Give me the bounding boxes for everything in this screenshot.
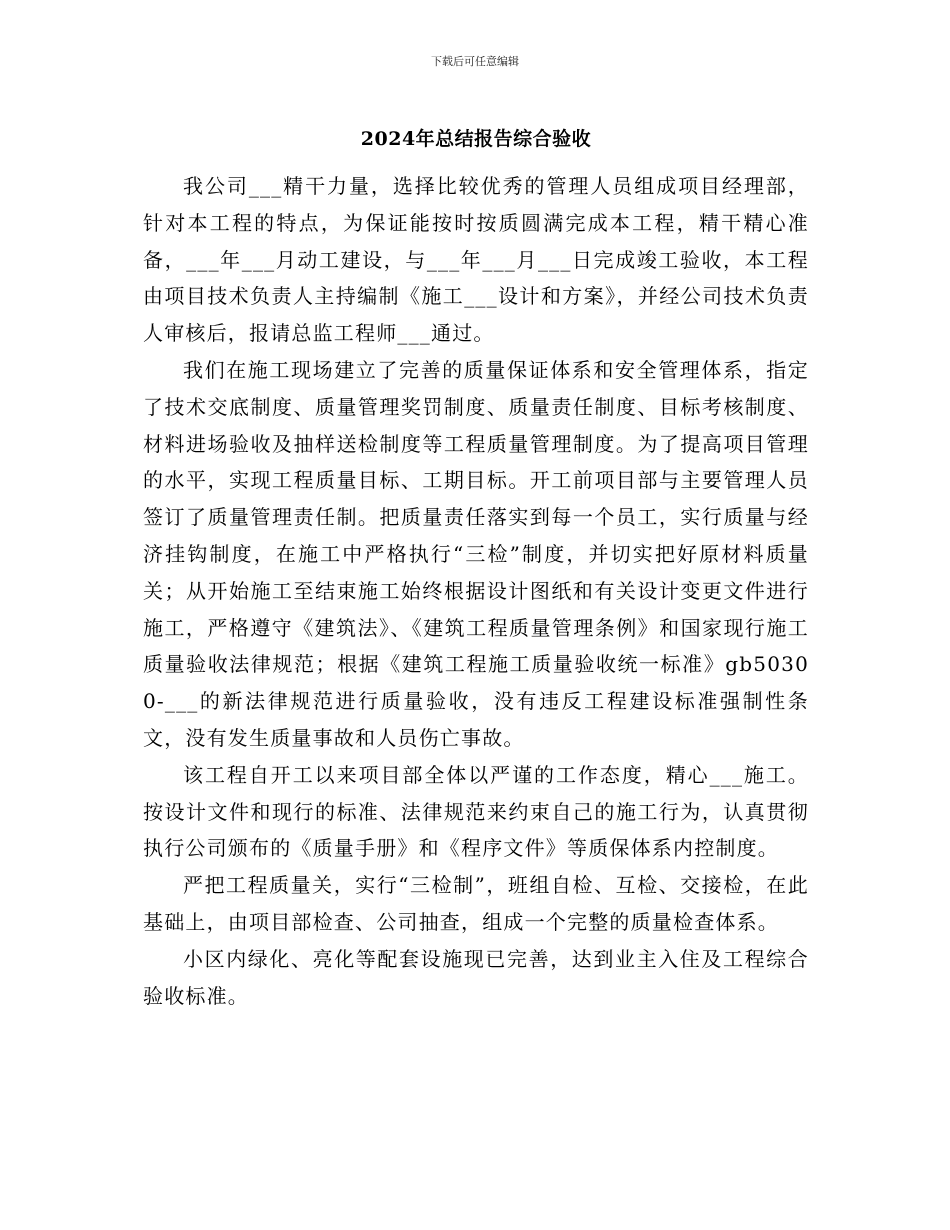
paragraph-1: 我公司___精干力量，选择比较优秀的管理人员组成项目经理部，针对本工程的特点，为保证能按时按质圆满完成本工程，精干精心准备，___年___月动工建设，与___年___月___日完成竣工验收，本工程由项目技术负责人主持编制《施工___设计和方案》，并经公司技术负责人审核后，报请总监工程师___通过。 (143, 174, 809, 346)
paragraph-3: 该工程自开工以来项目部全体以严谨的工作态度，精心___施工。按设计文件和现行的标准、法律规范来约束自己的施工行为，认真贯彻执行公司颁布的《质量手册》和《程序文件》等质保体系内控制度。 (143, 762, 809, 861)
page-header: 下载后可任意编辑 (431, 55, 519, 68)
document-title: 2024年总结报告综合验收 (360, 128, 592, 150)
paragraph-5: 小区内绿化、亮化等配套设施现已完善，达到业主入住及工程综合验收标准。 (143, 946, 809, 1008)
document-body (143, 122, 809, 1014)
paragraph-4: 严把工程质量关，实行“三检制”，班组自检、互检、交接检，在此基础上，由项目部检查、公司抽查，组成一个完整的质量检查体系。 (143, 873, 809, 934)
paragraph-2: 我们在施工现场建立了完善的质量保证体系和安全管理体系，指定了技术交底制度、质量管理奖罚制度、质量责任制度、目标考核制度、材料进场验收及抽样送检制度等工程质量管理制度。为了提高项目管理的水平，实现工程质量目标、工期目标。开工前项目部与主要管理人员签订了质量管理责任制。把质量责任落实到每一个员工，实行质量与经济挂钩制度，在施工中严格执行“三检”制度，并切实把好原材料质量关；从开始施工至结束施工始终根据设计图纸和有关设计变更文件进行施工，严格遵守《建筑法》、《建筑工程质量管理条例》和国家现行施工质量验收法律规范；根据《建筑工程施工质量验收统一标准》gb50300-___的新法律规范进行质量验收，没有违反工程建设标准强制性条文，没有发生质量事故和人员伤亡事故。 (143, 357, 809, 750)
